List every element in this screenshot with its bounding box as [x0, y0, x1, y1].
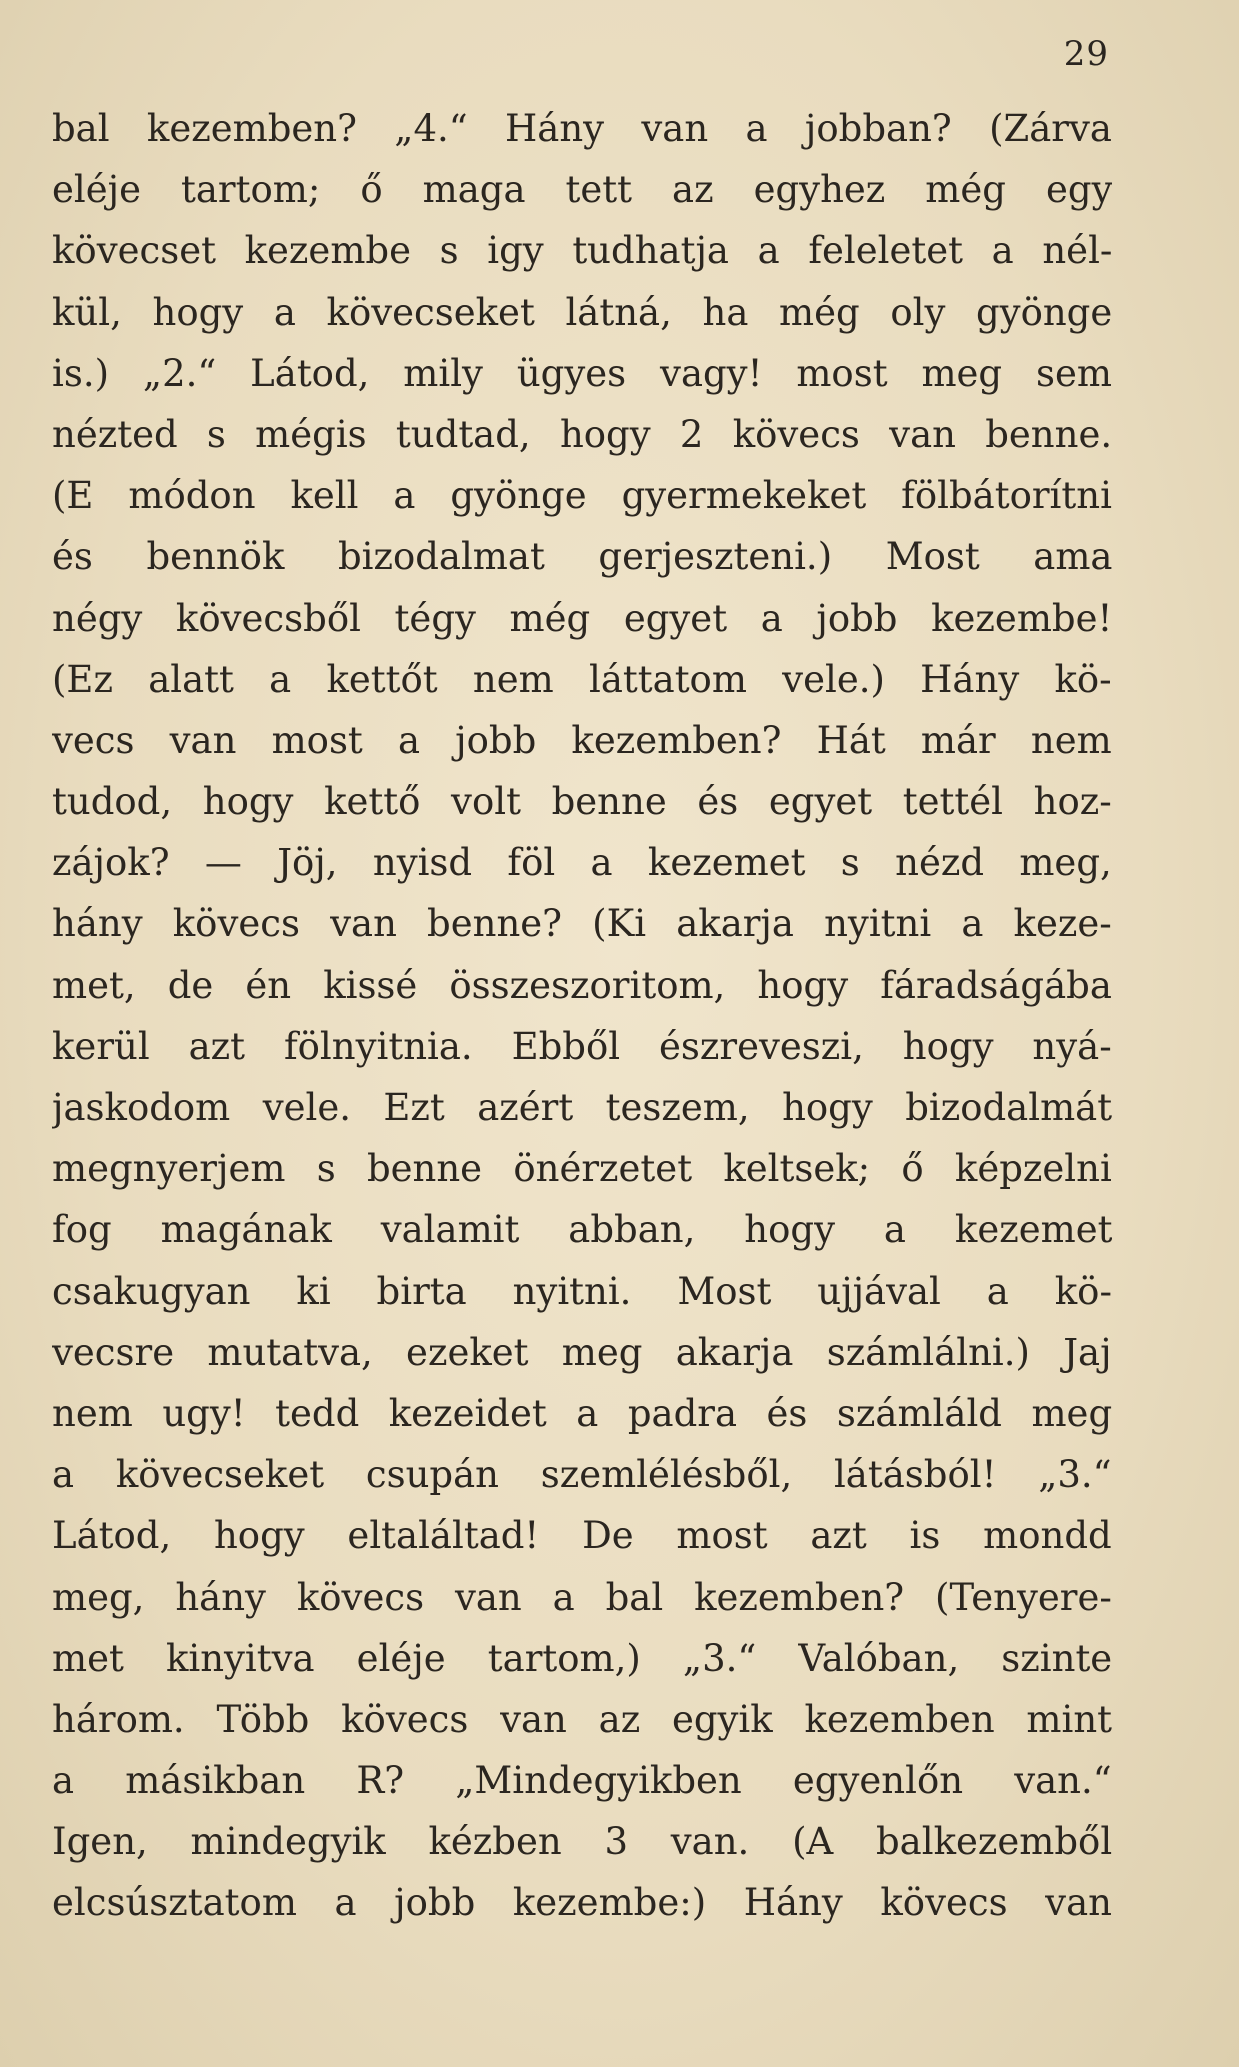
text-line: a másikban R? „Mindegyikben egyenlőn van.“ — [52, 1759, 1112, 1803]
text-line: a kövecseket csupán szemlélésből, látásból! „3.“ — [52, 1453, 1112, 1497]
text-line: három. Több kövecs van az egyik kezemben mint — [52, 1697, 1112, 1741]
text-line: megnyerjem s benne önérzetet keltsek; ő képzelni — [52, 1147, 1112, 1191]
text-line: vecs van most a jobb kezemben? Hát már nem — [52, 718, 1112, 762]
text-line: is.) „2.“ Látod, mily ügyes vagy! most meg sem — [52, 351, 1112, 395]
text-line: zájok? — Jöj, nyisd föl a kezemet s nézd meg, — [52, 841, 1112, 885]
text-line: kül, hogy a kövecseket látná, ha még oly gyönge — [52, 290, 1112, 334]
text-line: kerül azt fölnyitnia. Ebből észreveszi, hogy nyá- — [52, 1024, 1112, 1068]
text-line: jaskodom vele. Ezt azért teszem, hogy bizodalmát — [52, 1086, 1112, 1129]
text-line: (E módon kell a gyönge gyermekeket fölbátorítni — [52, 474, 1112, 518]
text-line: Igen, mindegyik kézben 3 van. (A balkezemből — [52, 1820, 1112, 1864]
text-line: csakugyan ki birta nyitni. Most ujjával a kö- — [52, 1269, 1112, 1313]
text-line: és bennök bizodalmat gerjeszteni.) Most ama — [52, 535, 1112, 579]
text-line: meg, hány kövecs van a bal kezemben? (Tenyere- — [52, 1575, 1112, 1619]
text-line: kövecset kezembe s igy tudhatja a feleletet a nél- — [52, 229, 1112, 273]
text-line: tudod, hogy kettő volt benne és egyet tettél hoz- — [52, 780, 1112, 824]
text-line: bal kezemben? „4.“ Hány van a jobban? (Zárva — [52, 107, 1112, 150]
text-line: hány kövecs van benne? (Ki akarja nyitni a keze- — [52, 902, 1112, 946]
text-line: elcsúsztatom a jobb kezembe:) Hány kövecs van — [52, 1881, 1112, 1925]
text-line: (Ez alatt a kettőt nem láttatom vele.) Hány kö- — [52, 657, 1112, 701]
text-line: nem ugy! tedd kezeidet a padra és számláld meg — [52, 1391, 1112, 1435]
text-line: eléje tartom; ő maga tett az egyhez még egy — [52, 168, 1112, 212]
text-line: vecsre mutatva, ezeket meg akarja számlálni.) Jaj — [52, 1330, 1112, 1374]
text-line: met, de én kissé összeszoritom, hogy fáradságába — [52, 963, 1112, 1007]
page-number: 29 — [1063, 34, 1109, 74]
text-line: négy kövecsből tégy még egyet a jobb kezembe! — [52, 596, 1112, 640]
body-text — [52, 98, 1112, 1934]
text-line: Látod, hogy eltaláltad! De most azt is mondd — [52, 1514, 1112, 1558]
text-line: fog magának valamit abban, hogy a kezemet — [52, 1208, 1112, 1252]
text-line: met kinyitva eléje tartom,) „3.“ Valóban, szinte — [52, 1636, 1112, 1680]
text-line: nézted s mégis tudtad, hogy 2 kövecs van benne. — [52, 412, 1112, 456]
